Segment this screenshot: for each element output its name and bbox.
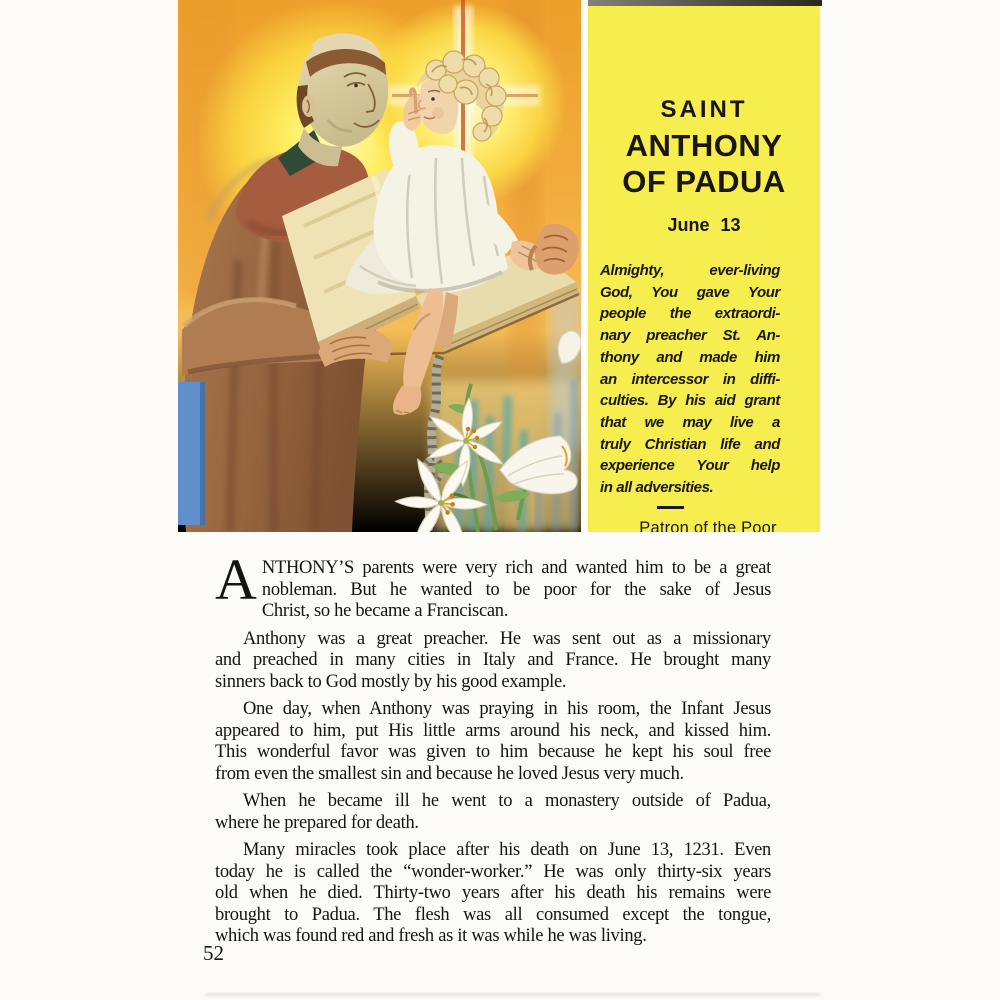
prayer-line: an intercessor in diffi- xyxy=(600,370,780,388)
divider-rule xyxy=(657,506,684,509)
panel-title-anthony: ANTHONY xyxy=(625,128,783,163)
story-text xyxy=(215,547,771,948)
text-line: brought to Padua. The flesh was all consumed except the tongue, xyxy=(215,904,771,925)
page-number: 52 xyxy=(203,941,224,965)
prayer-line: thony and made him xyxy=(600,348,780,366)
prayer-line: God, You gave Your xyxy=(600,283,780,301)
saint-info-panel xyxy=(588,6,820,532)
prayer-line: nary preacher St. An- xyxy=(600,327,780,345)
prayer-line: Almighty, ever-living xyxy=(600,262,780,279)
illustration-saint-anthony xyxy=(178,0,581,532)
feast-date: June 13 xyxy=(667,215,741,235)
page-bottom-shadow xyxy=(205,993,820,996)
prayer-line: people the extraordi- xyxy=(600,305,780,323)
patron-caption: Patron of the Poor xyxy=(639,518,777,532)
paragraph xyxy=(215,840,771,948)
text-line: nobleman. But he wanted to be poor for the sake of Jesus xyxy=(261,579,771,600)
prayer-line: culties. By his aid grant xyxy=(600,392,780,410)
prayer-text xyxy=(600,260,780,499)
text-line: old when he died. Thirty-two years after his death his remains were xyxy=(215,883,771,903)
text-line: today he is called the “wonder-worker.” He was only thirty-six years xyxy=(215,861,771,882)
paragraph xyxy=(215,699,771,785)
text-line: where he prepared for death. xyxy=(215,812,419,833)
prayer-line: that we may live a xyxy=(600,413,780,431)
paragraph xyxy=(215,547,771,623)
text-line: which was found red and fresh as it was while he was living. xyxy=(215,926,647,946)
text-line: Christ, so he became a Franciscan. xyxy=(261,601,509,621)
panel-title-saint: SAINT xyxy=(660,96,748,123)
text-line: sinners back to God mostly by his good example. xyxy=(215,671,567,692)
text-line: Many miracles took place after his death on June 13, 1231. Even xyxy=(243,840,771,860)
prayer-line: truly Christian life and xyxy=(600,435,780,453)
text-line: appeared to him, put His little arms around his neck, and kissed him. xyxy=(215,720,771,741)
drop-cap: A xyxy=(215,547,257,612)
text-line: Anthony was a great preacher. He was sent out as a missionary xyxy=(243,628,771,649)
paragraph xyxy=(215,629,771,694)
text-line: from even the smallest sin and because he loved Jesus very much. xyxy=(215,763,684,784)
text-line: When he became ill he went to a monastery outside of Padua, xyxy=(243,791,771,811)
prayer-line: experience Your help xyxy=(600,457,780,475)
text-line: One day, when Anthony was praying in his room, the Infant Jesus xyxy=(243,699,771,719)
paragraph xyxy=(215,791,771,834)
text-line: NTHONY’S parents were very rich and wanted him to be a great xyxy=(261,558,771,578)
text-line: and preached in many cities in Italy and France. He brought many xyxy=(215,650,771,670)
text-line: This wonderful favor was given to him because he kept his soul free xyxy=(215,742,771,762)
panel-title-of-padua: OF PADUA xyxy=(622,164,786,199)
prayer-line: in all adversities. xyxy=(600,479,714,497)
